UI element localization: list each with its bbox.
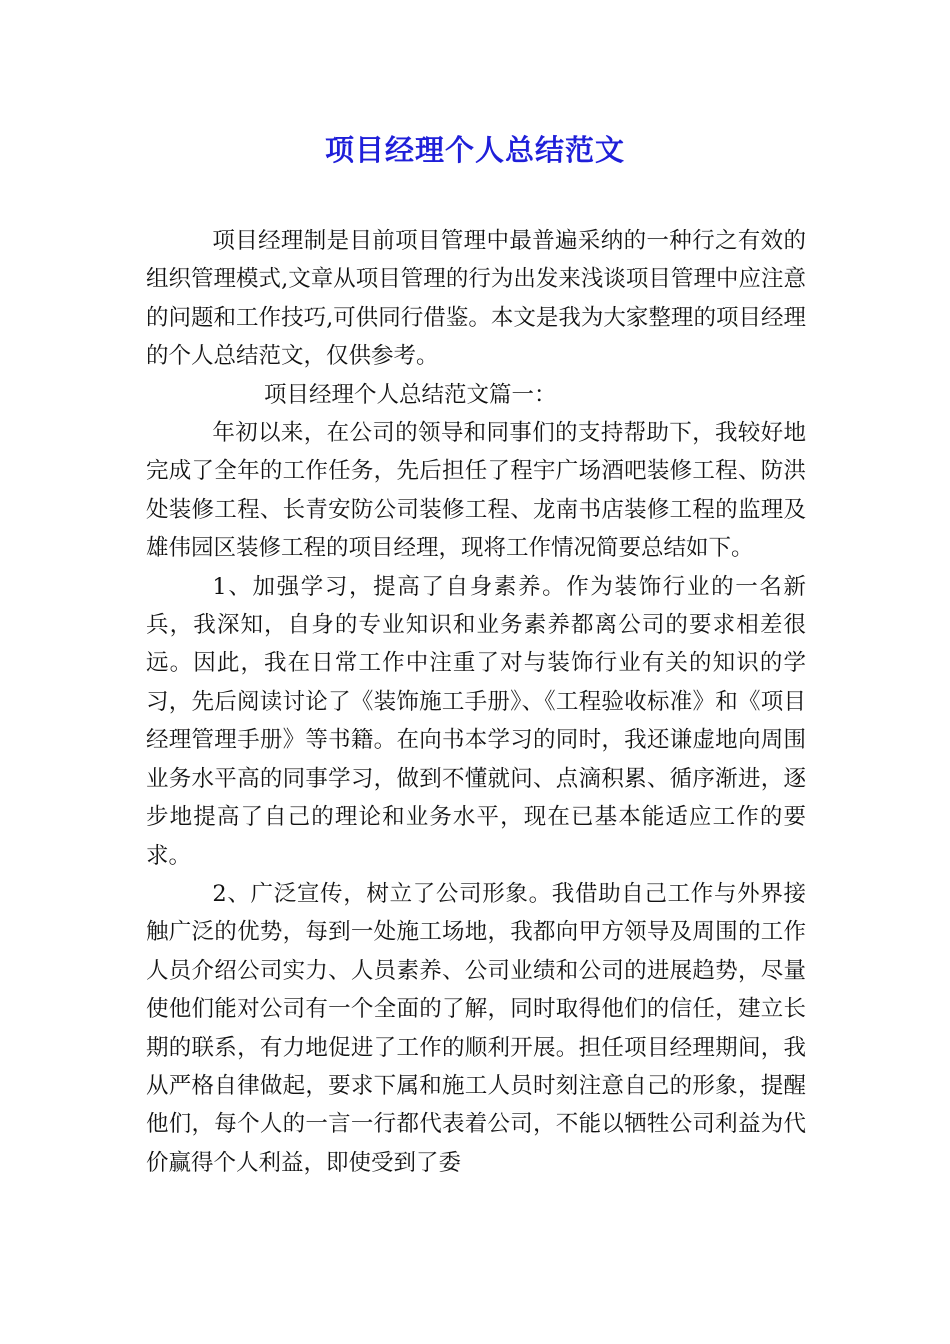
body-paragraph-2: 1、加强学习，提高了自身素养。作为装饰行业的一名新兵，我深知，自身的专业知识和业务素养都离公司的要求相差很远。因此，我在日常工作中注重了对与装饰行业有关的知识的学习，先后阅读讨论了《装饰施工手册》、《工程验收标准》和《项目经理管理手册》等书籍。在向书本学习的同时，我还谦虚地向周围业务水平高的同事学习，做到不懂就问、点滴积累、循序渐进，逐步地提高了自己的理论和业务水平，现在已基本能适应工作的要求。 (146, 573, 806, 869)
intro-paragraph: 项目经理制是目前项目管理中最普遍采纳的一种行之有效的组织管理模式,文章从项目管理的行为出发来浅谈项目管理中应注意的问题和工作技巧,可供同行借鉴。本文是我为大家整理的项目经理的个人总结范文，仅供参考。 (146, 228, 806, 370)
document-body (146, 222, 806, 1182)
page-title: 项目经理个人总结范文 (324, 133, 625, 167)
body-paragraph-3: 2、广泛宣传，树立了公司形象。我借助自己工作与外界接触广泛的优势，每到一处施工场地，我都向甲方领导及周围的工作人员介绍公司实力、人员素养、公司业绩和公司的进展趋势，尽量使他们能对公司有一个全面的了解，同时取得他们的信任，建立长期的联系，有力地促进了工作的顺利开展。担任项目经理期间，我从严格自律做起，要求下属和施工人员时刻注意自己的形象，提醒他们，每个人的一言一行都代表着公司，不能以牺牲公司利益为代价赢得个人利益，即使受到了委 (146, 880, 806, 1176)
body-paragraph-1: 年初以来，在公司的领导和同事们的支持帮助下，我较好地完成了全年的工作任务，先后担任了程宇广场酒吧装修工程、防洪处装修工程、长青安防公司装修工程、龙南书店装修工程的监理及雄伟园区装修工程的项目经理，现将工作情况简要总结如下。 (146, 420, 806, 562)
section-heading: 项目经理个人总结范文篇一： (264, 381, 557, 408)
